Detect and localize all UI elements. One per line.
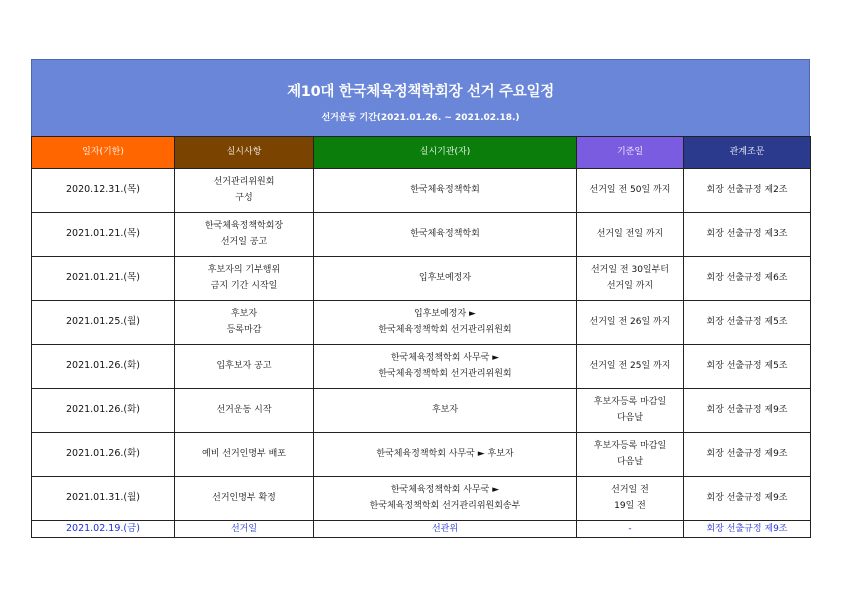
rule-cell: 회장 선출규정 제2조 <box>684 169 811 213</box>
item-line: 입후보자 공고 <box>216 360 272 371</box>
item-cell <box>175 345 314 389</box>
standard-line: 선거일 전일 까지 <box>596 228 664 239</box>
org-line: 한국체육정책학회 <box>410 184 480 195</box>
standard-line: 19일 전 <box>614 500 646 511</box>
standard-line: 선거일 까지 <box>606 280 654 291</box>
org-cell <box>314 433 577 477</box>
column-header-item: 실시사항 <box>175 137 314 169</box>
item-cell <box>175 169 314 213</box>
item-cell <box>175 433 314 477</box>
standard-line: 다음날 <box>616 412 644 423</box>
table-row <box>32 477 811 521</box>
standard-cell <box>577 257 684 301</box>
column-header-standard: 기준일 <box>577 137 684 169</box>
org-line: 입후보예정자 ► <box>414 308 476 319</box>
standard-cell <box>577 169 684 213</box>
org-line: 입후보예정자 <box>418 272 472 283</box>
item-cell <box>175 301 314 345</box>
date-cell: 2020.12.31.(목) <box>32 169 175 213</box>
item-line: 선거관리위원회 <box>213 176 275 187</box>
rule-cell: 회장 선출규정 제6조 <box>684 257 811 301</box>
org-cell <box>314 477 577 521</box>
page-title: 제10대 한국체육정책학회장 선거 주요일정 <box>287 84 554 100</box>
item-cell <box>175 257 314 301</box>
date-cell: 2021.01.26.(화) <box>32 345 175 389</box>
column-header-rule: 관계조문 <box>684 137 811 169</box>
standard-cell <box>577 477 684 521</box>
org-cell <box>314 301 577 345</box>
org-line: 한국체육정책학회 사무국 ► 후보자 <box>376 448 514 459</box>
item-line: 한국체육정책학회장 <box>204 220 284 231</box>
org-line: 한국체육정책학회 사무국 ► <box>390 352 500 363</box>
rule-cell: 회장 선출규정 제9조 <box>684 389 811 433</box>
header-row <box>32 137 811 169</box>
standard-line: 선거일 전 26일 까지 <box>589 316 671 327</box>
standard-line: 선거일 전 30일부터 <box>590 264 670 275</box>
election-org-cell: 선관위 <box>314 521 577 538</box>
standard-cell <box>577 389 684 433</box>
org-cell <box>314 345 577 389</box>
standard-cell <box>577 345 684 389</box>
column-header-date: 일자(기한) <box>32 137 175 169</box>
election-rule-cell: 회장 선출규정 제9조 <box>684 521 811 538</box>
org-line: 한국체육정책학회 선거관리위원회 <box>378 324 512 335</box>
schedule-table <box>31 136 811 538</box>
rule-cell: 회장 선출규정 제5조 <box>684 345 811 389</box>
election-date-cell: 2021.02.19.(금) <box>32 521 175 538</box>
org-line: 후보자 <box>431 404 459 415</box>
standard-line: 후보자등록 마감일 <box>593 396 667 407</box>
item-line: 구성 <box>235 192 253 203</box>
org-line: 한국체육정책학회 사무국 ► <box>390 484 500 495</box>
election-day-row <box>32 521 811 538</box>
org-line: 한국체육정책학회 선거관리위원회 <box>378 368 512 379</box>
election-standard-cell: - <box>577 521 684 538</box>
standard-cell <box>577 301 684 345</box>
rule-cell: 회장 선출규정 제9조 <box>684 477 811 521</box>
item-line: 등록마감 <box>226 324 262 335</box>
date-cell: 2021.01.31.(월) <box>32 477 175 521</box>
date-cell: 2021.01.26.(화) <box>32 389 175 433</box>
standard-line: 선거일 전 <box>611 484 649 495</box>
standard-cell <box>577 433 684 477</box>
table-row <box>32 301 811 345</box>
standard-line: 선거일 전 50일 까지 <box>589 184 671 195</box>
table-row <box>32 213 811 257</box>
item-cell <box>175 389 314 433</box>
table-row <box>32 433 811 477</box>
item-line: 선거운동 시작 <box>216 404 272 415</box>
table-row <box>32 257 811 301</box>
rule-cell: 회장 선출규정 제9조 <box>684 433 811 477</box>
column-header-org: 실시기관(자) <box>314 137 577 169</box>
table-row <box>32 345 811 389</box>
table-body <box>32 169 811 521</box>
standard-line: 선거일 전 25일 까지 <box>589 360 671 371</box>
org-line: 한국체육정책학회 <box>410 228 480 239</box>
date-cell: 2021.01.26.(화) <box>32 433 175 477</box>
item-line: 선거일 공고 <box>220 236 268 247</box>
item-line: 후보자 <box>230 308 258 319</box>
item-cell <box>175 477 314 521</box>
item-cell <box>175 213 314 257</box>
rule-cell: 회장 선출규정 제5조 <box>684 301 811 345</box>
date-cell: 2021.01.25.(월) <box>32 301 175 345</box>
standard-line: 다음날 <box>616 456 644 467</box>
org-cell <box>314 169 577 213</box>
schedule-sheet <box>31 59 810 538</box>
date-cell: 2021.01.21.(목) <box>32 213 175 257</box>
title-banner <box>31 59 810 136</box>
item-line: 예비 선거인명부 배포 <box>202 448 286 459</box>
org-cell <box>314 213 577 257</box>
table-row <box>32 389 811 433</box>
standard-line: 후보자등록 마감일 <box>593 440 667 451</box>
table-row <box>32 169 811 213</box>
item-line: 후보자의 기부행위 <box>207 264 281 275</box>
org-line: 한국체육정책학회 선거관리위원회송부 <box>369 500 521 511</box>
rule-cell: 회장 선출규정 제3조 <box>684 213 811 257</box>
org-cell <box>314 389 577 433</box>
date-cell: 2021.01.21.(목) <box>32 257 175 301</box>
org-cell <box>314 257 577 301</box>
page-subtitle: 선거운동 기간(2021.01.26. ~ 2021.02.18.) <box>321 113 520 123</box>
election-item-cell: 선거일 <box>175 521 314 538</box>
standard-cell <box>577 213 684 257</box>
item-line: 금지 기간 시작일 <box>210 280 278 291</box>
item-line: 선거인명부 확정 <box>212 492 276 503</box>
